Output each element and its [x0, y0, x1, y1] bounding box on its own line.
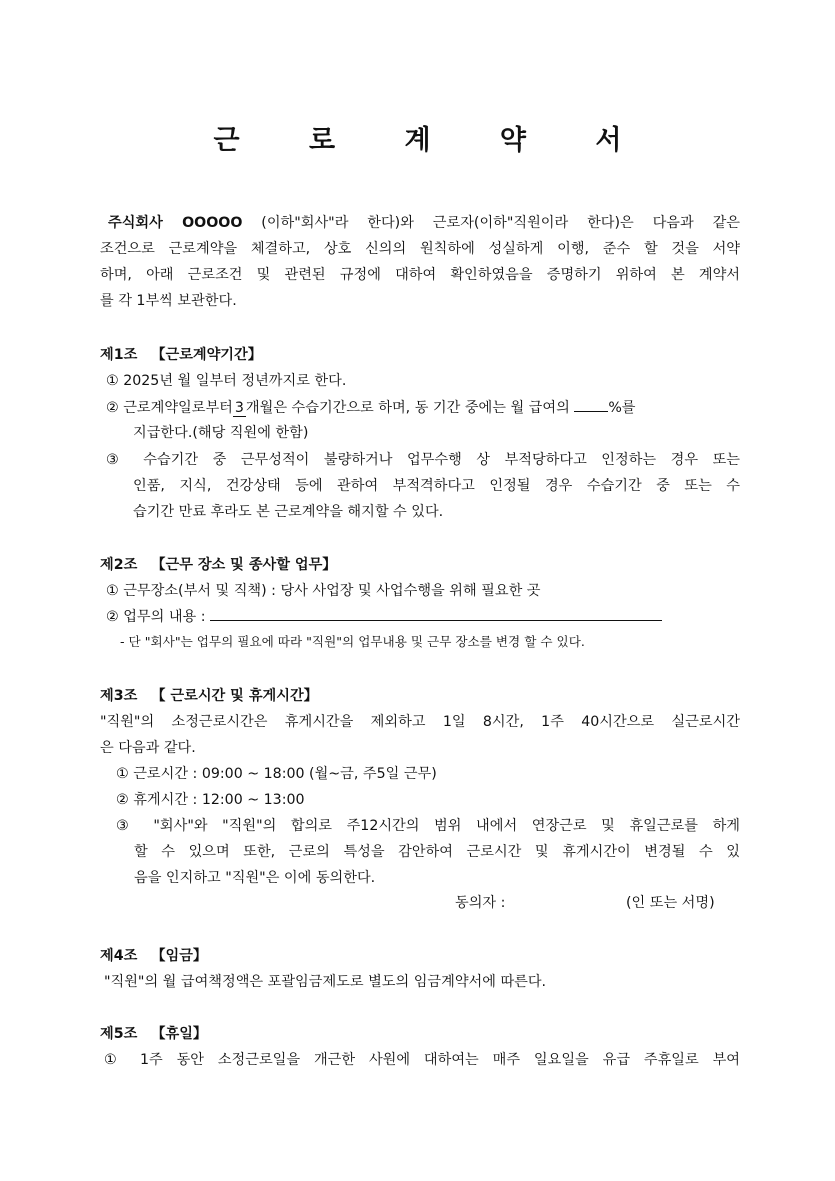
- article-3-heading: [100, 686, 318, 706]
- article-1-item-3-line-1: ③ 수습기간 중 근무성적이 불량하거나 업무수행 상 부적당하다고 인정하는 경우 또는: [106, 452, 740, 468]
- article-2-note: - 단 "회사"는 업무의 필요에 따라 "직원"의 업무내용 및 근무 장소를 변경 할 수 있다.: [120, 634, 585, 649]
- intro-line-1-text: (이하"회사"라 한다)와 근로자(이하"직원이라 한다)은 다음과 같은: [261, 215, 740, 231]
- article-2-heading: [100, 555, 336, 575]
- intro-line-4: 를 각 1부씩 보관한다.: [100, 293, 237, 309]
- article-3-para-line-2: 은 다음과 같다.: [100, 740, 196, 756]
- article-1-title: 【근로계약기간】: [151, 347, 262, 363]
- article-4-heading: [100, 946, 207, 966]
- article-5-heading: [100, 1024, 207, 1044]
- article-4-para: "직원"의 월 급여책정액은 포괄임금제도로 별도의 임금계약서에 따른다.: [104, 974, 547, 990]
- article-1-number: 제1조: [100, 347, 138, 363]
- article-3-para-line-1: "직원"의 소정근로시간은 휴게시간을 제외하고 1일 8시간, 1주 40시간으로 실근로시간: [100, 714, 740, 730]
- article-1-item-2-cont: 지급한다.(해당 직원에 한함): [133, 425, 309, 441]
- article-2-title: 【근무 장소 및 종사할 업무】: [151, 557, 337, 573]
- probation-pay-blank: [574, 397, 608, 412]
- company-name: 주식회사 OOOOO: [108, 215, 243, 231]
- job-description-blank: [210, 606, 662, 621]
- intro-line-2: 조건으로 근로계약을 체결하고, 상호 신의의 원칙하에 성실하게 이행, 준수 할 것을 서약: [100, 241, 740, 257]
- probation-months: 3: [234, 400, 244, 416]
- consent-label: 동의자 :: [455, 895, 506, 911]
- article-3-item-1: ① 근로시간 : 09:00 ~ 18:00 (월~금, 주5일 근무): [116, 766, 437, 782]
- article-5-number: 제5조: [100, 1026, 138, 1042]
- article-1-item-2: [106, 397, 740, 418]
- article-4-title: 【임금】: [151, 948, 208, 964]
- article-3-item-3-line-2: 할 수 있으며 또한, 근로의 특성을 감안하여 근로시간 및 휴게시간이 변경될 수 있: [134, 844, 740, 860]
- article-3-title: 【 근로시간 및 휴게시간】: [151, 688, 318, 704]
- article-1-item-3-line-2: 인품, 지식, 건강상태 등에 관하여 부적격하다고 인정될 경우 수습기간 중 또는 수: [133, 478, 740, 494]
- article-3-item-3-line-1: ③ "회사"와 "직원"의 합의로 주12시간의 범위 내에서 연장근로 및 휴일근로를 하게: [116, 818, 740, 834]
- article-2-item-1: ① 근무장소(부서 및 직책) : 당사 사업장 및 사업수행을 위해 필요한 곳: [106, 583, 541, 599]
- article-2-item-2: [106, 606, 746, 627]
- article-3-item-3-line-3: 음을 인지하고 "직원"은 이에 동의한다.: [134, 870, 376, 886]
- article-2-number: 제2조: [100, 557, 138, 573]
- document-title: 근 로 계 약 서: [213, 125, 652, 156]
- article-4-number: 제4조: [100, 948, 138, 964]
- article-2-item-2-label: ② 업무의 내용 :: [106, 609, 206, 625]
- article-1-item-2-mid: 개월은 수습기간으로 하며, 동 기간 중에는 월 급여의: [245, 400, 570, 416]
- article-1-item-1: ① 2025년 월 일부터 정년까지로 한다.: [106, 373, 347, 389]
- consent-sign: (인 또는 서명): [626, 895, 715, 911]
- intro-line-1: [108, 213, 740, 233]
- article-5-title: 【휴일】: [151, 1026, 208, 1042]
- article-1-item-2-post: %를: [608, 400, 636, 416]
- article-5-item-1: ① 1주 동안 소정근로일을 개근한 사원에 대하여는 매주 일요일을 유급 주휴일로 부여: [104, 1052, 740, 1068]
- article-3-item-2: ② 휴게시간 : 12:00 ~ 13:00: [116, 792, 305, 808]
- intro-line-3: 하며, 아래 근로조건 및 관련된 규정에 대하여 확인하였음을 증명하기 위하여 본 계약서: [100, 267, 740, 283]
- article-1-heading: [100, 345, 262, 365]
- article-1-item-3-line-3: 습기간 만료 후라도 본 근로계약을 해지할 수 있다.: [133, 504, 444, 520]
- article-1-item-2-pre: ② 근로계약일로부터: [106, 400, 233, 416]
- article-3-number: 제3조: [100, 688, 138, 704]
